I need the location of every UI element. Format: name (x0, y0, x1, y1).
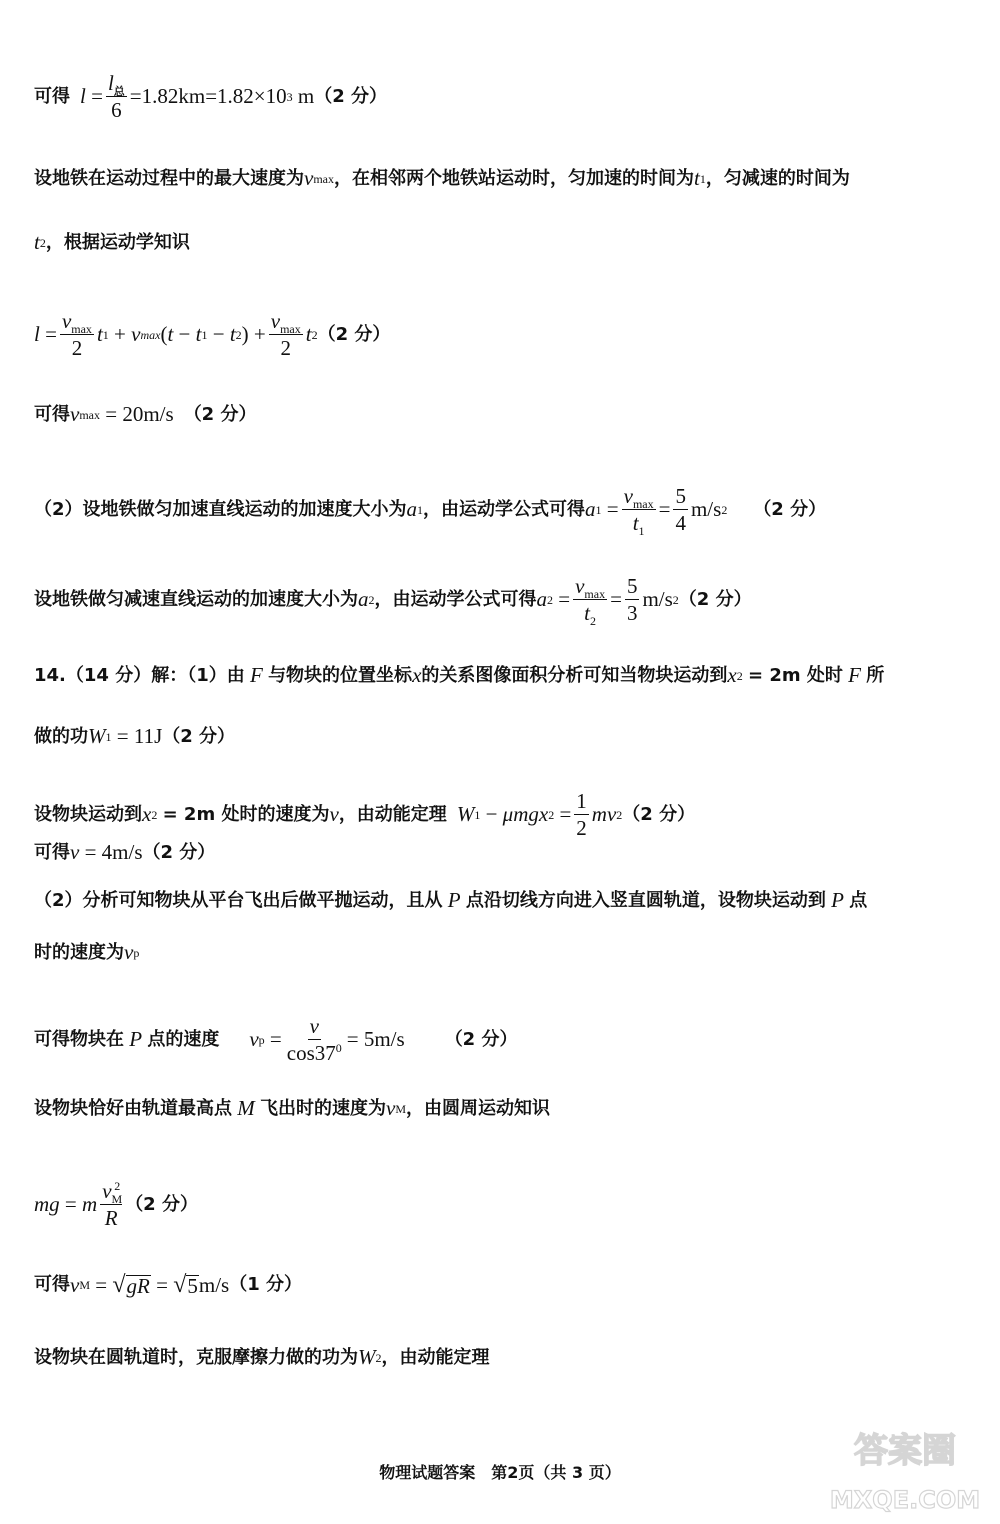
score: （2 分） (753, 498, 827, 520)
text: ，由动能定理 (338, 803, 447, 825)
text: 可得物块在 (34, 1028, 124, 1050)
score: （1 分） (229, 1274, 302, 1295)
line-kinematics-eq (34, 310, 390, 359)
line-vm-def: 设物块恰好由轨道最高点 M 飞出时的速度为 v M ，由圆周运动知识 (34, 1096, 550, 1120)
line-part2: （2）分析可知物块从平台飞出后做平抛运动，且从 P 点沿切线方向进入竖直圆轨道，设物块运动到 P 点 (34, 888, 868, 912)
watermark-bottom: MXQE.COM (830, 1486, 980, 1514)
line-circular-eq (34, 1180, 198, 1229)
text: 设地铁在运动过程中的最大速度为 (34, 167, 304, 189)
line-vp-def: 时的速度为 v p (34, 940, 140, 964)
score: （2 分） (314, 85, 388, 107)
formula: W 1 − μmgx 2 = $\frac{1}{2}$ mv 2 (456, 789, 623, 841)
line-result-l (34, 72, 387, 121)
line-a1: （2）设地铁做匀加速直线运动的加速度大小为 a 1 ，由运动学公式可得 a 1 = $\frac{v_{max}}{t_1}$ = $\frac{5}{4}$ m/s 2 （2 分） (34, 484, 827, 539)
text: 设物块运动到 (34, 803, 142, 825)
score: （2 分） (183, 403, 257, 425)
line-v-result: 可得 v = 4m/s （2 分） (34, 840, 216, 864)
text: 设地铁做匀减速直线运动的加速度大小为 (34, 588, 358, 610)
text: 可得 (34, 1274, 70, 1295)
text: ，匀减速的时间为 (705, 167, 850, 189)
text: 可得 (34, 841, 70, 863)
text: ，根据运动学知识 (45, 231, 190, 253)
line-vmax-def: 设地铁在运动过程中的最大速度为 v max ，在相邻两个地铁站运动时，匀加速的时间为 t 1 ，匀减速的时间为 (34, 166, 850, 190)
text: 可得 (34, 403, 70, 425)
text: （2）设地铁做匀加速直线运动的加速度大小为 (34, 498, 407, 520)
text: ，由运动学公式可得 (374, 588, 537, 610)
text: 做的功 (34, 725, 88, 747)
text: 设物块在圆轨道时，克服摩擦力做的功为 (34, 1346, 358, 1368)
score: （2 分） (125, 1193, 198, 1215)
line-t2: t 2 ，根据运动学知识 (34, 230, 190, 254)
score: （2 分） (317, 323, 391, 345)
text: （2）分析可知物块从平台飞出后做平抛运动，且从 (34, 889, 443, 911)
text: 点的速度 (147, 1028, 220, 1050)
line-vmax-result: 可得 v max = 20m/s （2 分） (34, 402, 257, 426)
text: 点 (849, 889, 868, 911)
formula-vm: v M = √ gR = √ 5 m/s (70, 1272, 230, 1298)
line-w2-def: 设物块在圆轨道时，克服摩擦力做的功为 W 2 ，由动能定理 (34, 1345, 490, 1369)
score: （2 分） (678, 588, 752, 610)
text: = 2m 处时的速度为 (162, 803, 330, 825)
text: ，由动能定理 (381, 1346, 490, 1368)
text: 点沿切线方向进入竖直圆轨道，设物块运动到 (465, 889, 826, 911)
text: 的关系图像面积分析可知当物块运动到 (421, 664, 728, 686)
line-vp-result: 可得物块在 P 点的速度 v p = $\frac{v}{\cos 37^0}$ = 5m/s （2 分） (34, 1014, 518, 1066)
score: （2 分） (162, 725, 236, 747)
formula-vp: v p = $\frac{v}{\cos 37^0}$ = 5m/s (249, 1014, 405, 1066)
score: （2 分） (142, 841, 216, 863)
text: ，由运动学公式可得 (423, 498, 586, 520)
text: 所 (866, 664, 885, 686)
line-energy-theorem: 设物块运动到 x 2 = 2m 处时的速度为 v ，由动能定理 W 1 − μmgx 2 = $\frac{1}{2}$ mv 2 （2 分） (34, 789, 696, 841)
line-q14-intro: 14.（14 分）解：（1）由 F 与物块的位置坐标 x 的关系图像面积分析可知当物块运动到 x 2 = 2m 处时 F 所 (34, 663, 885, 687)
formula-l: l = $\frac{l_总}{6}$ =1.82km=1.82×10 3 m (80, 71, 315, 123)
text: 14.（14 分）解：（1）由 (34, 664, 245, 686)
line-a2: 设地铁做匀减速直线运动的加速度大小为 a 2 ，由运动学公式可得 a 2 = $\frac{v_{max}}{t_2}$ = $\frac{5}{3}$ m/s 2 （2 分） (34, 574, 752, 629)
formula-a2: a 2 = $\frac{v_{max}}{t_2}$ = $\frac{5}{3}$ m/s 2 (536, 574, 679, 629)
page-footer: 物理试题答案 第2页（共 3 页） (379, 1463, 621, 1482)
text: 时的速度为 (34, 941, 124, 963)
formula: mg = m $\frac{v_M^2}{R}$ (34, 1179, 123, 1231)
line-vm-result (34, 1273, 302, 1297)
watermark-logo (830, 1420, 980, 1520)
text: 与物块的位置坐标 (268, 664, 413, 686)
score: （2 分） (444, 1028, 518, 1050)
text: ，在相邻两个地铁站运动时，匀加速的时间为 (334, 167, 694, 189)
text: 设物块恰好由轨道最高点 (34, 1097, 232, 1119)
formula-a1: a 1 = $\frac{v_{max}}{t_1}$ = $\frac{5}{4}$ m/s 2 (585, 484, 728, 539)
line-w1: 做的功 W 1 = 11J （2 分） (34, 724, 236, 748)
formula: l = $\frac{v_{max}}{2}$ t 1 + v max ( t − t 1 − t 2 ) + $\frac{v_{max}}{2}$ t 2 (34, 309, 318, 361)
text: 可得 (34, 85, 70, 107)
text: = 2m 处时 (747, 664, 843, 686)
text: ，由圆周运动知识 (406, 1097, 550, 1119)
text: 飞出时的速度为 (260, 1097, 386, 1119)
watermark-top: 答案圈 (854, 1431, 956, 1471)
score: （2 分） (622, 803, 696, 825)
